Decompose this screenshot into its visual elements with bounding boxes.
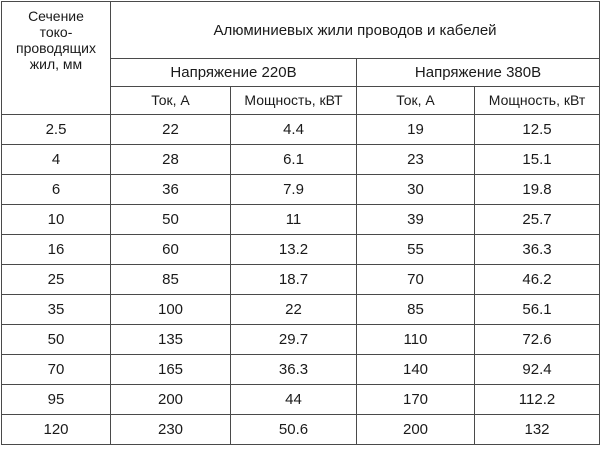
power-380-cell: 72.6	[475, 325, 600, 355]
current-220-cell: 100	[111, 295, 231, 325]
section-cell: 2.5	[2, 115, 111, 145]
current-380-cell: 55	[357, 235, 475, 265]
current-380-cell: 19	[357, 115, 475, 145]
power-220-cell: 50.6	[231, 415, 357, 445]
table-row	[2, 235, 600, 265]
voltage-220-header: Напряжение 220В	[111, 59, 357, 87]
power-380-cell: 112.2	[475, 385, 600, 415]
section-cell: 35	[2, 295, 111, 325]
section-cell: 6	[2, 175, 111, 205]
power-380-cell: 19.8	[475, 175, 600, 205]
current-220-cell: 200	[111, 385, 231, 415]
table-row	[2, 325, 600, 355]
table-row	[2, 145, 600, 175]
power-380-cell: 56.1	[475, 295, 600, 325]
power-380-cell: 15.1	[475, 145, 600, 175]
section-header-line: Сечение	[28, 8, 84, 24]
section-cell: 70	[2, 355, 111, 385]
power-380-cell: 12.5	[475, 115, 600, 145]
power-220-cell: 44	[231, 385, 357, 415]
table-row	[2, 175, 600, 205]
section-cell: 120	[2, 415, 111, 445]
table-row	[2, 385, 600, 415]
current-220-cell: 22	[111, 115, 231, 145]
power-220-cell: 22	[231, 295, 357, 325]
aluminium-cable-table	[1, 1, 600, 445]
current-220-cell: 28	[111, 145, 231, 175]
table-title: Алюминиевых жили проводов и кабелей	[111, 2, 600, 59]
power-380-cell: 25.7	[475, 205, 600, 235]
section-header-line: токо-	[39, 24, 73, 40]
power-380-cell: 36.3	[475, 235, 600, 265]
power-220-cell: 11	[231, 205, 357, 235]
table-row	[2, 265, 600, 295]
power-220-header: Мощность, кВТ	[231, 87, 357, 115]
current-380-cell: 30	[357, 175, 475, 205]
section-cell: 25	[2, 265, 111, 295]
current-380-cell: 170	[357, 385, 475, 415]
section-header-cell	[2, 2, 111, 115]
current-220-cell: 165	[111, 355, 231, 385]
section-header-line: жил, мм	[29, 56, 83, 72]
header-row-title	[2, 2, 600, 59]
current-380-header: Ток, А	[357, 87, 475, 115]
current-380-cell: 110	[357, 325, 475, 355]
power-220-cell: 36.3	[231, 355, 357, 385]
power-220-cell: 18.7	[231, 265, 357, 295]
current-220-cell: 36	[111, 175, 231, 205]
table-row	[2, 295, 600, 325]
power-220-cell: 13.2	[231, 235, 357, 265]
power-220-cell: 6.1	[231, 145, 357, 175]
current-220-cell: 60	[111, 235, 231, 265]
power-380-cell: 46.2	[475, 265, 600, 295]
section-cell: 4	[2, 145, 111, 175]
power-380-cell: 92.4	[475, 355, 600, 385]
power-220-cell: 7.9	[231, 175, 357, 205]
voltage-380-header: Напряжение 380В	[357, 59, 600, 87]
section-cell: 50	[2, 325, 111, 355]
current-220-cell: 50	[111, 205, 231, 235]
current-380-cell: 23	[357, 145, 475, 175]
current-380-cell: 140	[357, 355, 475, 385]
table-row	[2, 415, 600, 445]
power-380-cell: 132	[475, 415, 600, 445]
current-380-cell: 85	[357, 295, 475, 325]
power-220-cell: 4.4	[231, 115, 357, 145]
section-header-line: проводящих	[15, 40, 96, 56]
section-cell: 16	[2, 235, 111, 265]
current-220-cell: 85	[111, 265, 231, 295]
power-380-header: Мощность, кВт	[475, 87, 600, 115]
current-220-cell: 135	[111, 325, 231, 355]
table-row	[2, 205, 600, 235]
section-cell: 10	[2, 205, 111, 235]
current-220-header: Ток, А	[111, 87, 231, 115]
table-row	[2, 115, 600, 145]
table-row	[2, 355, 600, 385]
current-380-cell: 70	[357, 265, 475, 295]
current-380-cell: 200	[357, 415, 475, 445]
current-220-cell: 230	[111, 415, 231, 445]
section-cell: 95	[2, 385, 111, 415]
power-220-cell: 29.7	[231, 325, 357, 355]
current-380-cell: 39	[357, 205, 475, 235]
